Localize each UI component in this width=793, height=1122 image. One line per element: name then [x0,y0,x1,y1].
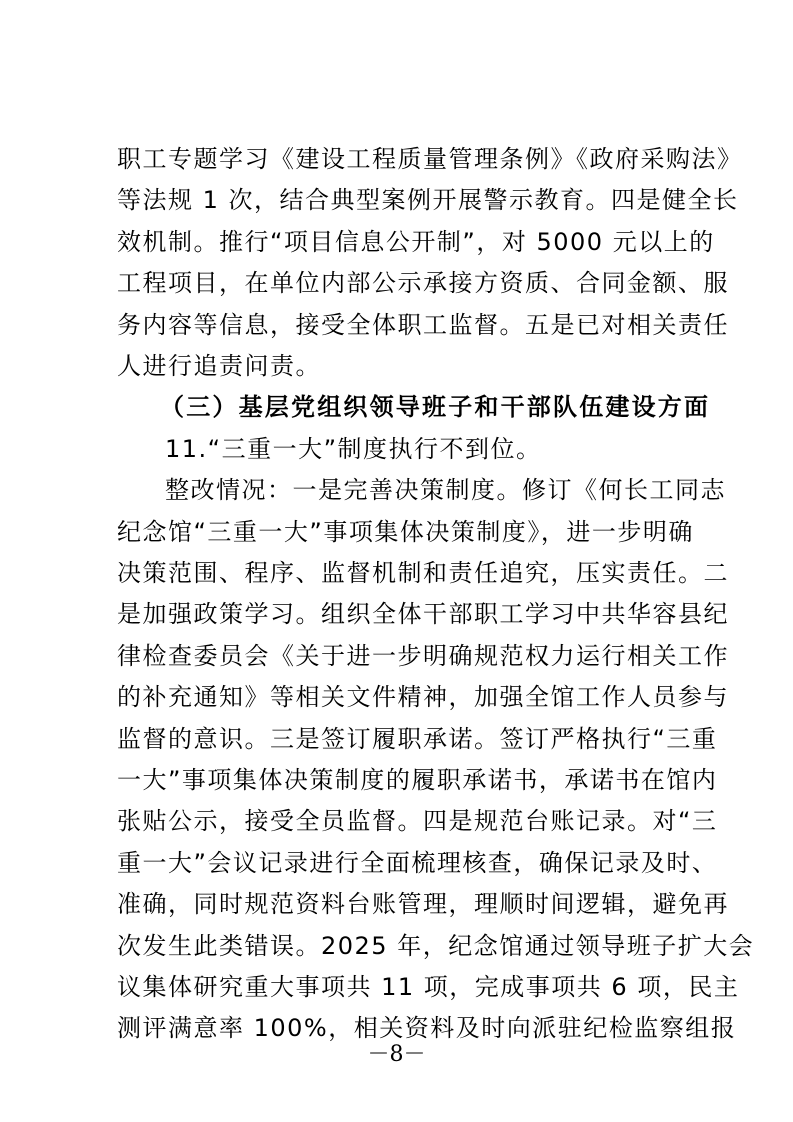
paragraph-line: 是加强政策学习。组织全体干部职工学习中共华容县纪 [117,600,729,628]
paragraph-line: 张贴公示，接受全员监督。四是规范台账记录。对“三 [117,807,718,835]
paragraph-line: 人进行追责问责。 [117,352,321,380]
paragraph-line: 律检查委员会《关于进一步明确规范权力运行相关工作 [117,642,729,670]
item-title: 11.“三重一大”制度执行不到位。 [165,435,542,463]
paragraph-line: 测评满意率 100%，相关资料及时向派驻纪检监察组报 [117,1014,737,1042]
paragraph-line: 效机制。推行“项目信息公开制”，对 5000 元以上的 [117,228,715,256]
paragraph-line: 监督的意识。三是签订履职承诺。签订严格执行“三重 [117,725,718,753]
paragraph-line: 整改情况：一是完善决策制度。修订《何长工同志 [165,476,726,504]
paragraph-line: 职工专题学习《建设工程质量管理条例》《政府采购法》 [117,145,743,173]
paragraph-line: 务内容等信息，接受全体职工监督。五是已对相关责任 [117,311,729,339]
paragraph-line: 议集体研究重大事项共 11 项，完成事项共 6 项，民主 [117,973,740,1001]
section-heading: （三）基层党组织领导班子和干部队伍建设方面 [160,393,711,421]
paragraph-line: 次发生此类错误。2025 年，纪念馆通过领导班子扩大会 [117,932,755,960]
page-number: －8－ [367,1042,426,1067]
paragraph-line: 一大”事项集体决策制度的履职承诺书，承诺书在馆内 [117,766,718,794]
paragraph-line: 工程项目，在单位内部公示承接方资质、合同金额、服 [117,269,729,297]
paragraph-line: 等法规 1 次，结合典型案例开展警示教育。四是健全长 [117,186,739,214]
paragraph-line: 重一大”会议记录进行全面梳理核查，确保记录及时、 [117,849,718,877]
paragraph-line: 决策范围、程序、监督机制和责任追究，压实责任。二 [117,559,729,587]
paragraph-line: 的补充通知》等相关文件精神，加强全馆工作人员参与 [117,683,729,711]
paragraph-line: 纪念馆“三重一大”事项集体决策制度》，进一步明确 [117,518,694,546]
paragraph-line: 准确，同时规范资料台账管理，理顺时间逻辑，避免再 [117,890,729,918]
